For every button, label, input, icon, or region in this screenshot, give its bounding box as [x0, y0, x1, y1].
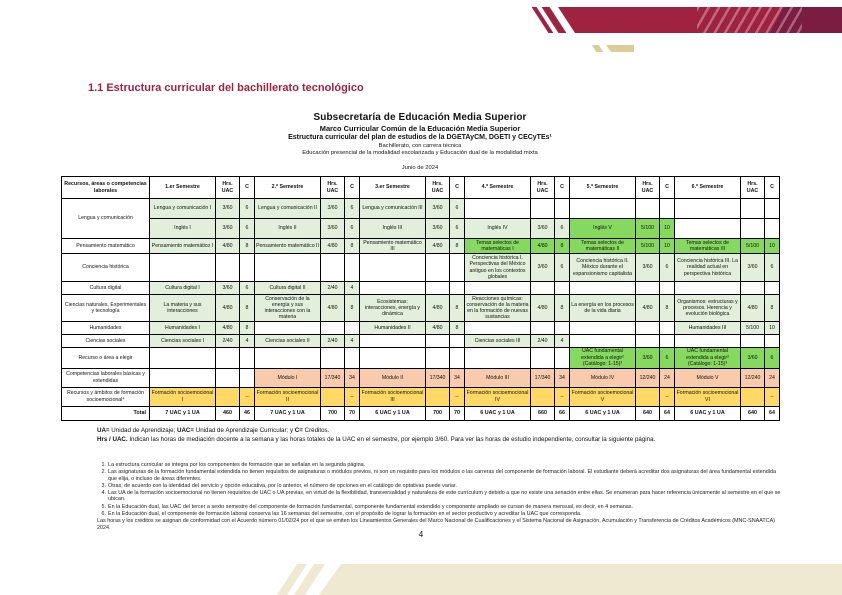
hrs-cell: 3/60: [216, 219, 240, 239]
total-hrs-cell: 700: [426, 406, 450, 420]
credits-cell: 34: [555, 368, 570, 387]
credits-cell: 34: [345, 368, 360, 387]
total-credits-cell: 70: [345, 406, 360, 420]
hrs-cell: 3/60: [426, 219, 450, 239]
credits-cell: 10: [765, 321, 780, 334]
empty-credits-cell: [765, 219, 780, 239]
empty-hrs-cell: [741, 219, 765, 239]
course-cell: Formación socioemocional II: [255, 387, 321, 406]
total-credits-cell: 70: [450, 406, 465, 420]
hrs-cell: 3/60: [531, 254, 555, 282]
page-title: 1.1 Estructura curricular del bachillerato tecnológico: [88, 82, 364, 94]
empty-course-cell: [360, 334, 426, 347]
credits-cell: 4: [555, 334, 570, 347]
credits-cell: 6: [765, 254, 780, 282]
footnote-2: 2. Las asignaturas de la formación fundamental extendida no tienen requisitos de asignaturas o módulos previos, ni son un requisito para los módulos o las carreras del componente de formación laboral. El estudiante deberá acreditar dos asignaturas del área fundamental extendida que elija, o incluso de áreas diferentes.: [101, 469, 776, 482]
empty-hrs-cell: [636, 199, 660, 219]
course-cell: Formación socioemocional III: [360, 387, 426, 406]
hrs-cell: [636, 387, 660, 406]
empty-credits-cell: [345, 254, 360, 282]
total-uac-cell: 7 UAC y 1 UA: [150, 406, 216, 420]
hrs-cell: 4/80: [741, 295, 765, 322]
course-cell: Humanidades I: [150, 321, 216, 334]
course-cell: Formación socioemocional V: [570, 387, 636, 406]
course-cell: Inglés V: [570, 219, 636, 239]
empty-course-cell: [360, 347, 426, 368]
empty-course-cell: [675, 282, 741, 295]
course-cell: Organismos: estructuras y procesos. Herencia y evolución biológica: [675, 295, 741, 322]
empty-hrs-cell: [426, 254, 450, 282]
course-cell: Módulo I: [255, 368, 321, 387]
table-row: [62, 347, 780, 368]
row-label: Recursos y ámbitos de formación socioemocional⁴: [62, 387, 150, 406]
empty-credits-cell: [555, 347, 570, 368]
table-row: [62, 387, 780, 406]
empty-course-cell: [570, 199, 636, 219]
total-credits-cell: 66: [555, 406, 570, 420]
empty-hrs-cell: [321, 321, 345, 334]
empty-course-cell: [255, 347, 321, 368]
credits-cell: 6: [240, 219, 255, 239]
empty-credits-cell: [450, 254, 465, 282]
legend: [97, 427, 787, 445]
header-credits: C: [345, 177, 360, 199]
empty-course-cell: [465, 199, 531, 219]
org-name: Subsecretaría de Educación Media Superior: [313, 112, 527, 123]
hrs-cell: 3/60: [636, 347, 660, 368]
hrs-cell: 3/60: [531, 219, 555, 239]
empty-hrs-cell: [531, 282, 555, 295]
header-semester: 2.º Semestre: [255, 177, 321, 199]
credits-cell: 8: [450, 295, 465, 322]
empty-course-cell: [465, 282, 531, 295]
credits-cell: --: [345, 387, 360, 406]
table-row: [62, 334, 780, 347]
empty-course-cell: [675, 219, 741, 239]
hrs-cell: 3/60: [216, 199, 240, 219]
empty-course-cell: [465, 347, 531, 368]
empty-credits-cell: [765, 199, 780, 219]
credits-cell: --: [240, 387, 255, 406]
footnote-4: 4. Las UA de la formación socioemocional no tienen requisitos de UAC o UA previas, en virtud de la flexibilidad, transversalidad y naturaleza de este currículum y debido a que no existe una seriación entre ellas. Se enumeran para hacer referencia únicamente al semestre en el que se ubican.: [101, 489, 781, 503]
footnotes: [97, 462, 785, 531]
curriculum-table-wrap: [61, 176, 780, 421]
credits-cell: 6: [345, 219, 360, 239]
empty-credits-cell: [555, 199, 570, 219]
hrs-cell: 3/60: [321, 199, 345, 219]
credits-cell: 8: [660, 295, 675, 322]
legend-uac: UAC=: [176, 427, 195, 434]
empty-course-cell: [465, 321, 531, 334]
empty-hrs-cell: [531, 321, 555, 334]
hrs-cell: 17/340: [531, 368, 555, 387]
total-uac-cell: 6 UAC y 1 UA: [570, 406, 636, 420]
credits-cell: 8: [345, 239, 360, 254]
row-label: Conciencia histórica: [62, 254, 150, 282]
credits-cell: 4: [345, 282, 360, 295]
course-cell: Pensamiento matemático III: [360, 239, 426, 254]
hrs-cell: 2/40: [216, 334, 240, 347]
course-cell: La materia y sus interacciones: [150, 295, 216, 322]
credits-cell: 8: [450, 321, 465, 334]
hrs-cell: [741, 387, 765, 406]
empty-credits-cell: [660, 282, 675, 295]
credits-cell: 8: [240, 295, 255, 322]
course-cell: Humanidades III: [675, 321, 741, 334]
credits-cell: 8: [240, 239, 255, 254]
gold-rule: [36, 45, 588, 52]
course-cell: Inglés I: [150, 219, 216, 239]
credits-cell: --: [450, 387, 465, 406]
course-cell: UAC fundamental extendida a elegir² (Catálogo: 1-15)³: [675, 347, 741, 368]
empty-hrs-cell: [321, 347, 345, 368]
empty-credits-cell: [240, 254, 255, 282]
header-semester: 3.er Semestre: [360, 177, 426, 199]
credits-cell: 10: [660, 239, 675, 254]
course-cell: Conciencia histórica III. La realidad actual en perspectiva histórica: [675, 254, 741, 282]
row-label: Humanidades: [62, 321, 150, 334]
hrs-cell: 12/240: [741, 368, 765, 387]
credits-cell: 6: [765, 347, 780, 368]
credits-cell: 8: [555, 239, 570, 254]
credits-cell: 10: [660, 219, 675, 239]
header-hrs-uac: Hrs. UAC: [321, 177, 345, 199]
credits-cell: 10: [765, 239, 780, 254]
hrs-cell: 2/40: [321, 282, 345, 295]
hrs-cell: 3/60: [426, 199, 450, 219]
course-cell: Lengua y comunicación III: [360, 199, 426, 219]
gold-rule-tail: [606, 45, 634, 52]
table-row: [62, 295, 780, 322]
hrs-cell: 3/60: [321, 219, 345, 239]
course-cell: La energía en los procesos de la vida diaria: [570, 295, 636, 322]
course-cell: Inglés IV: [465, 219, 531, 239]
hrs-cell: 3/60: [741, 254, 765, 282]
curriculum-table: [61, 176, 780, 421]
empty-credits-cell: [345, 321, 360, 334]
course-cell: Ciencias sociales II: [255, 334, 321, 347]
empty-hrs-cell: [531, 199, 555, 219]
credits-cell: 24: [660, 368, 675, 387]
empty-course-cell: [675, 334, 741, 347]
hrs-cell: 4/80: [426, 295, 450, 322]
table-row: [62, 321, 780, 334]
credits-cell: 8: [450, 239, 465, 254]
hrs-cell: [426, 387, 450, 406]
total-uac-cell: 6 UAC y 1 UA: [360, 406, 426, 420]
empty-course-cell: [255, 321, 321, 334]
course-cell: Módulo V: [675, 368, 741, 387]
empty-hrs-cell: [636, 321, 660, 334]
course-cell: Pensamiento matemático II: [255, 239, 321, 254]
course-cell: Pensamiento matemático I: [150, 239, 216, 254]
empty-hrs-cell: [531, 347, 555, 368]
page-number: 4: [418, 530, 424, 539]
course-cell: Inglés III: [360, 219, 426, 239]
credits-cell: 6: [240, 282, 255, 295]
empty-course-cell: [570, 334, 636, 347]
course-cell: Cultura digital I: [150, 282, 216, 295]
course-cell: Conciencia histórica II. México durante el expansionismo capitalista: [570, 254, 636, 282]
hrs-cell: 5/100: [741, 321, 765, 334]
hrs-cell: 4/80: [216, 321, 240, 334]
table-row: [62, 239, 780, 254]
hrs-cell: 4/80: [426, 239, 450, 254]
course-cell: Lengua y comunicación I: [150, 199, 216, 219]
empty-credits-cell: [450, 282, 465, 295]
empty-course-cell: [675, 199, 741, 219]
course-cell: Módulo III: [465, 368, 531, 387]
course-cell: Formación socioemocional VI: [675, 387, 741, 406]
header-subtitle-4: Educación presencial de la modalidad escolarizada y Educación dual de la modalidad mixta: [302, 149, 538, 156]
header-hrs-uac: Hrs. UAC: [531, 177, 555, 199]
header-resources: Recursos, áreas o competencias laborales: [62, 177, 150, 199]
course-cell: Temas selectos de matemáticas III: [675, 239, 741, 254]
footnote-closing: Las horas y los créditos se asignan de conformidad con el Acuerdo número 01/02/24 por el que se emiten los Lineamientos Generales del Marco Nacional de Cualificaciones y el Sistema Nacional de Asignación, Acumulación y Transferencia de Créditos Académicos (MNC-SNAATCA) 2024.: [97, 518, 775, 531]
course-cell: Formación socioemocional I: [150, 387, 216, 406]
empty-credits-cell: [765, 282, 780, 295]
hrs-cell: 5/100: [636, 239, 660, 254]
table-row: [62, 254, 780, 282]
empty-hrs-cell: [216, 368, 240, 387]
header-semester: 5.º Semestre: [570, 177, 636, 199]
header-hrs-uac: Hrs. UAC: [636, 177, 660, 199]
total-credits-cell: 64: [660, 406, 675, 420]
course-cell: Módulo II: [360, 368, 426, 387]
credits-cell: 8: [555, 295, 570, 322]
hrs-cell: 4/80: [531, 295, 555, 322]
header-subtitle-3: Bachillerato, con carrera técnica: [378, 142, 462, 149]
hrs-cell: [321, 387, 345, 406]
gold-rule-slash-icon: [592, 45, 604, 52]
header-date: Junio de 2024: [401, 164, 439, 171]
empty-credits-cell: [765, 334, 780, 347]
hrs-cell: 17/340: [426, 368, 450, 387]
empty-hrs-cell: [426, 282, 450, 295]
course-cell: UAC fundamental extendida a elegir² (Catálogo: 1-15)³: [570, 347, 636, 368]
course-cell: Conciencia histórica I. Perspectivas del México antiguo en los contextos globales: [465, 254, 531, 282]
empty-hrs-cell: [636, 282, 660, 295]
empty-hrs-cell: [321, 254, 345, 282]
table-row: [62, 368, 780, 387]
hrs-cell: 4/80: [216, 239, 240, 254]
hrs-cell: 4/80: [636, 295, 660, 322]
empty-hrs-cell: [636, 334, 660, 347]
header-semester: 4.º Semestre: [465, 177, 531, 199]
credits-cell: 8: [240, 321, 255, 334]
header-hrs-uac: Hrs. UAC: [216, 177, 240, 199]
legend-hrs: Hrs / UAC. Indican las horas de mediación docente a la semana y las horas totales de la UAC en el semestre, por ejemplo 3/60. Para ver las horas de estudio independiente, consultar la siguiente página.: [97, 435, 656, 443]
credits-cell: 6: [660, 347, 675, 368]
empty-hrs-cell: [216, 254, 240, 282]
empty-hrs-cell: [216, 347, 240, 368]
hrs-cell: 4/80: [321, 239, 345, 254]
course-cell: Ciencias sociales I: [150, 334, 216, 347]
hrs-cell: 3/60: [216, 282, 240, 295]
banner-stripes-icon: [697, 7, 802, 33]
empty-hrs-cell: [741, 199, 765, 219]
hrs-cell: 5/100: [741, 239, 765, 254]
document-header: [61, 112, 779, 171]
credits-cell: 34: [450, 368, 465, 387]
row-label: Cultura digital: [62, 282, 150, 295]
empty-course-cell: [150, 347, 216, 368]
course-cell: Temas selectos de matemáticas I: [465, 239, 531, 254]
header-hrs-uac: Hrs. UAC: [741, 177, 765, 199]
footnote-5: 5. En la Educación dual, las UAC del tercer a sexto semestre del componente de formación fundamental, componente fundamental extendido y componente ampliado se cursan de manera mensual, es decir, en 4 semanas.: [101, 503, 633, 510]
row-label: Ciencias naturales, Experimentales y tecnología: [62, 295, 150, 322]
hrs-cell: 2/40: [531, 334, 555, 347]
empty-course-cell: [150, 368, 216, 387]
course-cell: Cultura digital II: [255, 282, 321, 295]
footnote-6: 6. En la Educación dual, el componente de formación laboral conserva las 16 semanas del semestre, con el propósito de lograr la formación en el sector productivo y acreditar la UAC que corresponda.: [101, 510, 582, 517]
empty-hrs-cell: [426, 334, 450, 347]
credits-cell: 8: [345, 295, 360, 322]
legend-c: C=: [294, 427, 303, 434]
credits-cell: --: [660, 387, 675, 406]
course-cell: Ecosistemas: interacciones, energía y dinámica: [360, 295, 426, 322]
hrs-cell: 4/80: [216, 295, 240, 322]
total-label: Total: [62, 406, 150, 420]
empty-hrs-cell: [741, 282, 765, 295]
total-uac-cell: 6 UAC y 1 UA: [675, 406, 741, 420]
header-semester: 1.er Semestre: [150, 177, 216, 199]
table-row: [62, 199, 780, 219]
total-credits-cell: 64: [765, 406, 780, 420]
row-label: Recurso o área a elegir: [62, 347, 150, 368]
total-uac-cell: 6 UAC y 1 UA: [465, 406, 531, 420]
empty-credits-cell: [660, 321, 675, 334]
credits-cell: 6: [555, 219, 570, 239]
total-credits-cell: 46: [240, 406, 255, 420]
footnote-3: 3. Otras, de acuerdo con la identidad del servicio y opción educativa, por lo anterior, el número de opciones en el catálogo de optativas puede variar.: [101, 482, 457, 489]
empty-hrs-cell: [426, 347, 450, 368]
hrs-cell: 4/80: [531, 239, 555, 254]
empty-course-cell: [150, 254, 216, 282]
row-label: Competencias laborales básicas y extendidas: [62, 368, 150, 387]
empty-course-cell: [360, 254, 426, 282]
hrs-cell: [531, 387, 555, 406]
empty-course-cell: [360, 282, 426, 295]
empty-credits-cell: [240, 368, 255, 387]
row-label: Ciencias sociales: [62, 334, 150, 347]
course-cell: Formación socioemocional IV: [465, 387, 531, 406]
credits-cell: 4: [345, 334, 360, 347]
empty-credits-cell: [555, 321, 570, 334]
hrs-cell: 3/60: [636, 254, 660, 282]
hrs-cell: 12/240: [636, 368, 660, 387]
credits-cell: 4: [240, 334, 255, 347]
header-subtitle-2: Estructura curricular del plan de estudios de la DGETAyCM, DGETI y CECyTEs¹: [288, 134, 552, 141]
empty-course-cell: [570, 282, 636, 295]
credits-cell: 6: [450, 219, 465, 239]
bottom-banner-bar: [319, 564, 842, 595]
total-row: [62, 406, 780, 420]
header-semester: 6.º Semestre: [675, 177, 741, 199]
top-banner: [538, 7, 842, 33]
header-credits: C: [765, 177, 780, 199]
empty-credits-cell: [345, 347, 360, 368]
hrs-cell: 4/80: [426, 321, 450, 334]
credits-cell: 6: [345, 199, 360, 219]
empty-credits-cell: [555, 282, 570, 295]
empty-credits-cell: [660, 199, 675, 219]
legend-abbreviations: UA= Unidad de Aprendizaje; UAC= Unidad de Aprendizaje Curricular; y C= Créditos.: [97, 427, 330, 434]
empty-credits-cell: [450, 347, 465, 368]
course-cell: Conservación de la energía y sus interacciones con la materia: [255, 295, 321, 322]
empty-course-cell: [255, 254, 321, 282]
empty-credits-cell: [240, 347, 255, 368]
empty-credits-cell: [660, 334, 675, 347]
hrs-cell: [216, 387, 240, 406]
total-uac-cell: 7 UAC y 1 UA: [255, 406, 321, 420]
hrs-cell: 2/40: [321, 334, 345, 347]
hrs-cell: 3/60: [741, 347, 765, 368]
hrs-cell: 17/340: [321, 368, 345, 387]
course-cell: Lengua y comunicación II: [255, 199, 321, 219]
credits-cell: 6: [240, 199, 255, 219]
header-subtitle-1: Marco Curricular Común de la Educación Media Superior: [319, 124, 521, 133]
hrs-cell: 4/80: [321, 295, 345, 322]
course-cell: Inglés II: [255, 219, 321, 239]
credits-cell: 8: [765, 295, 780, 322]
credits-cell: 6: [660, 254, 675, 282]
empty-credits-cell: [450, 334, 465, 347]
header-credits: C: [555, 177, 570, 199]
header-credits: C: [450, 177, 465, 199]
table-row: [62, 282, 780, 295]
course-cell: Reacciones químicas: conservación de la materia en la formación de nuevas sustancias: [466, 295, 529, 321]
empty-hrs-cell: [741, 334, 765, 347]
bottom-banner: [285, 564, 842, 595]
total-hrs-cell: 660: [531, 406, 555, 420]
course-cell: Humanidades II: [360, 321, 426, 334]
total-hrs-cell: 640: [636, 406, 660, 420]
credits-cell: 6: [450, 199, 465, 219]
credits-cell: 24: [765, 368, 780, 387]
course-cell: Módulo IV: [570, 368, 636, 387]
legend-ua: UA=: [97, 427, 110, 434]
hrs-cell: 5/100: [636, 219, 660, 239]
total-hrs-cell: 460: [216, 406, 240, 420]
credits-cell: 6: [555, 254, 570, 282]
course-cell: Ciencias sociales III: [465, 334, 531, 347]
total-hrs-cell: 640: [741, 406, 765, 420]
row-label: Pensamiento matemático: [62, 239, 150, 254]
header-credits: C: [240, 177, 255, 199]
course-cell: Temas selectos de matemáticas II: [570, 239, 636, 254]
empty-course-cell: [570, 321, 636, 334]
row-label: Lengua y comunicación: [62, 199, 150, 239]
total-hrs-cell: 700: [321, 406, 345, 420]
header-credits: C: [660, 177, 675, 199]
table-row: [62, 219, 780, 239]
header-hrs-uac: Hrs. UAC: [426, 177, 450, 199]
credits-cell: --: [555, 387, 570, 406]
credits-cell: --: [765, 387, 780, 406]
footnote-1: 1. La estructura curricular se integra por los componentes de formación que se señalan en la segunda página.: [101, 462, 366, 468]
